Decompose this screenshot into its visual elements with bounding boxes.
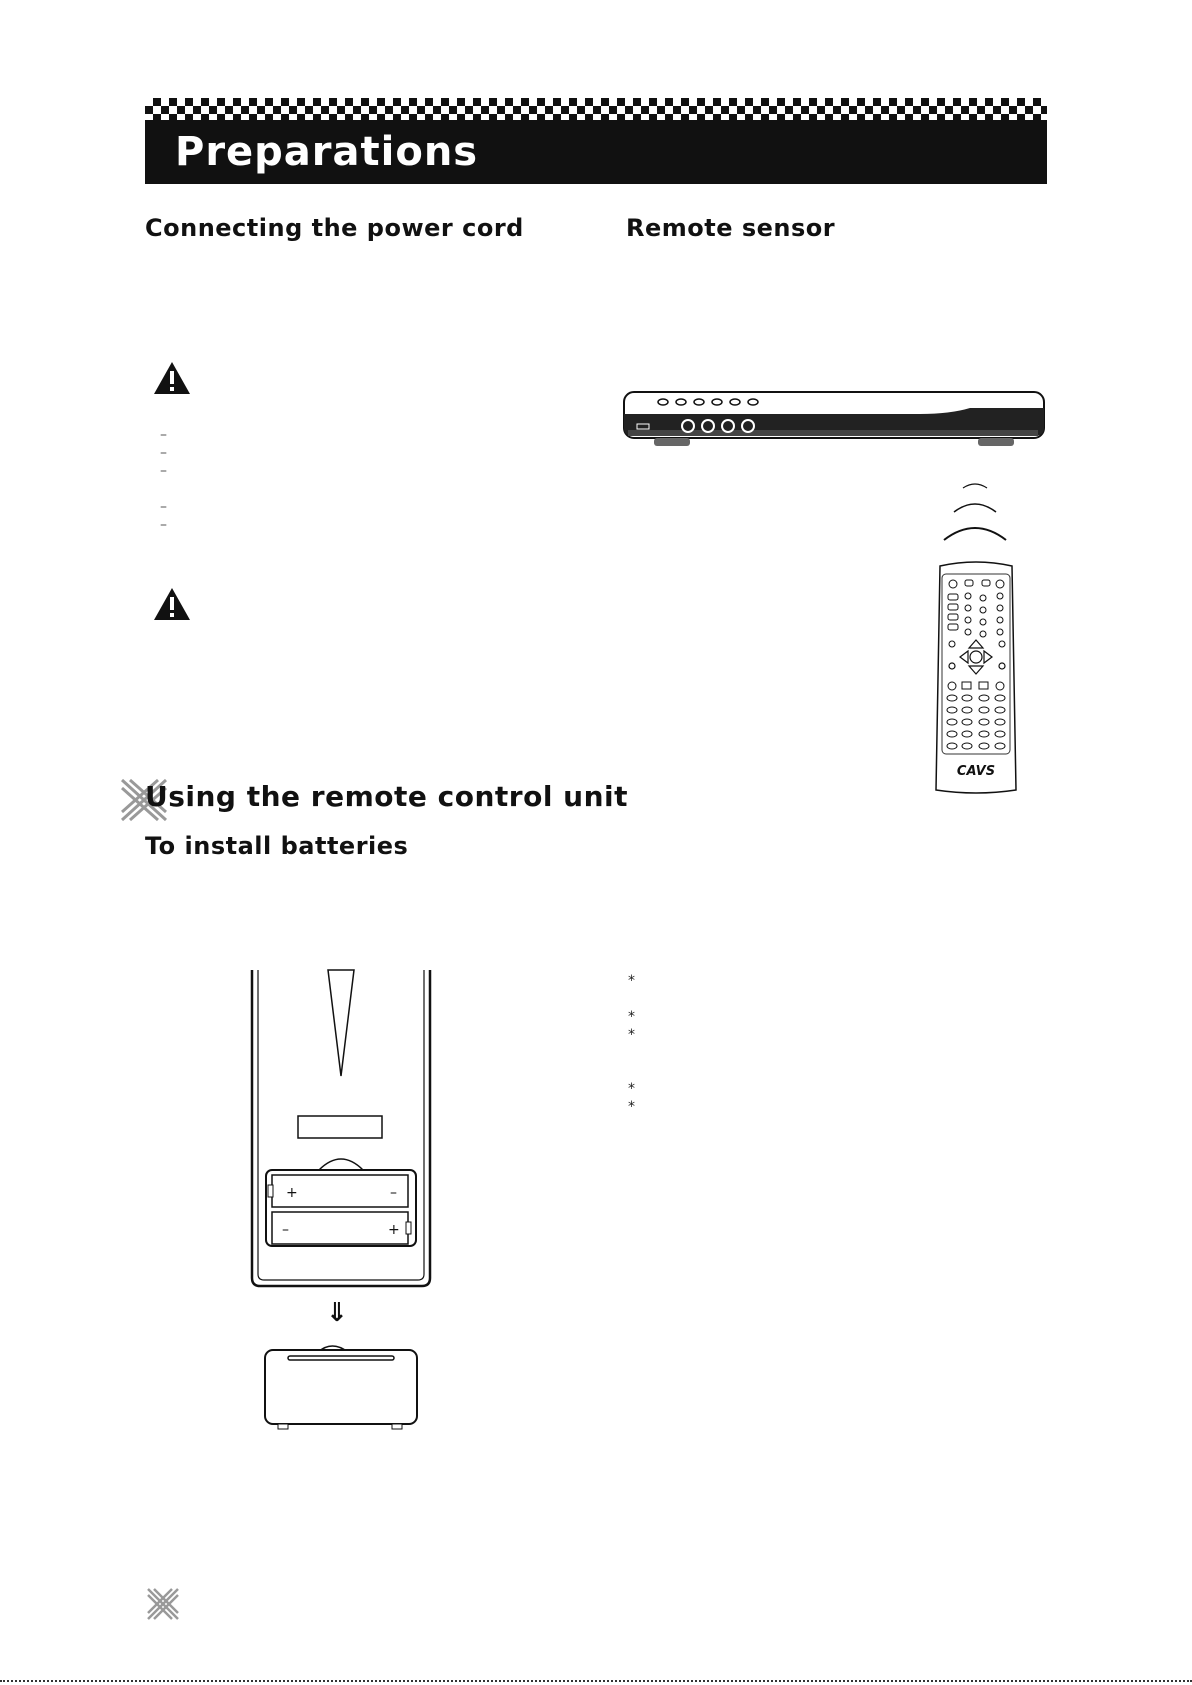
star-bullet: * — [628, 973, 635, 989]
warning-triangle-icon — [152, 360, 192, 396]
header-banner — [145, 120, 1047, 184]
battery-minus: – — [390, 1185, 397, 1201]
double-down-arrow-icon: ⇓ — [326, 1298, 348, 1328]
page-bottom-border — [0, 1680, 1192, 1682]
player-model: DVD-1610 — [656, 408, 687, 415]
dash-bullet: – — [160, 499, 167, 515]
dash-bullet: – — [160, 427, 167, 443]
battery-compartment-illustration — [246, 968, 436, 1288]
player-brand: CAVS — [628, 407, 649, 415]
battery-plus: + — [388, 1222, 400, 1238]
warning-triangle-icon — [152, 586, 192, 622]
dash-bullet: – — [160, 445, 167, 461]
dvd-player-illustration — [620, 390, 1050, 460]
dash-bullet: – — [160, 463, 167, 479]
star-bullet: * — [628, 1027, 635, 1043]
battery-plus: + — [286, 1185, 298, 1201]
star-bullet: * — [628, 1081, 635, 1097]
remote-brand: CAVS — [956, 764, 996, 779]
remote-control-illustration — [934, 560, 1018, 800]
header-checker-strip — [145, 98, 1047, 122]
battery-cover-illustration — [262, 1336, 420, 1432]
battery-minus: – — [282, 1222, 289, 1238]
page-title: Preparations — [175, 129, 479, 175]
section-title-power-cord: Connecting the power cord — [145, 214, 524, 242]
signal-waves-icon — [930, 470, 1020, 550]
star-bullet: * — [628, 1099, 635, 1115]
section-title-remote-sensor: Remote sensor — [626, 214, 836, 242]
cross-pattern-icon — [145, 1586, 181, 1622]
section-subtitle-install-batteries: To install batteries — [145, 832, 409, 860]
dash-bullet: – — [160, 517, 167, 533]
section-title-remote-control: Using the remote control unit — [145, 780, 629, 813]
star-bullet: * — [628, 1009, 635, 1025]
